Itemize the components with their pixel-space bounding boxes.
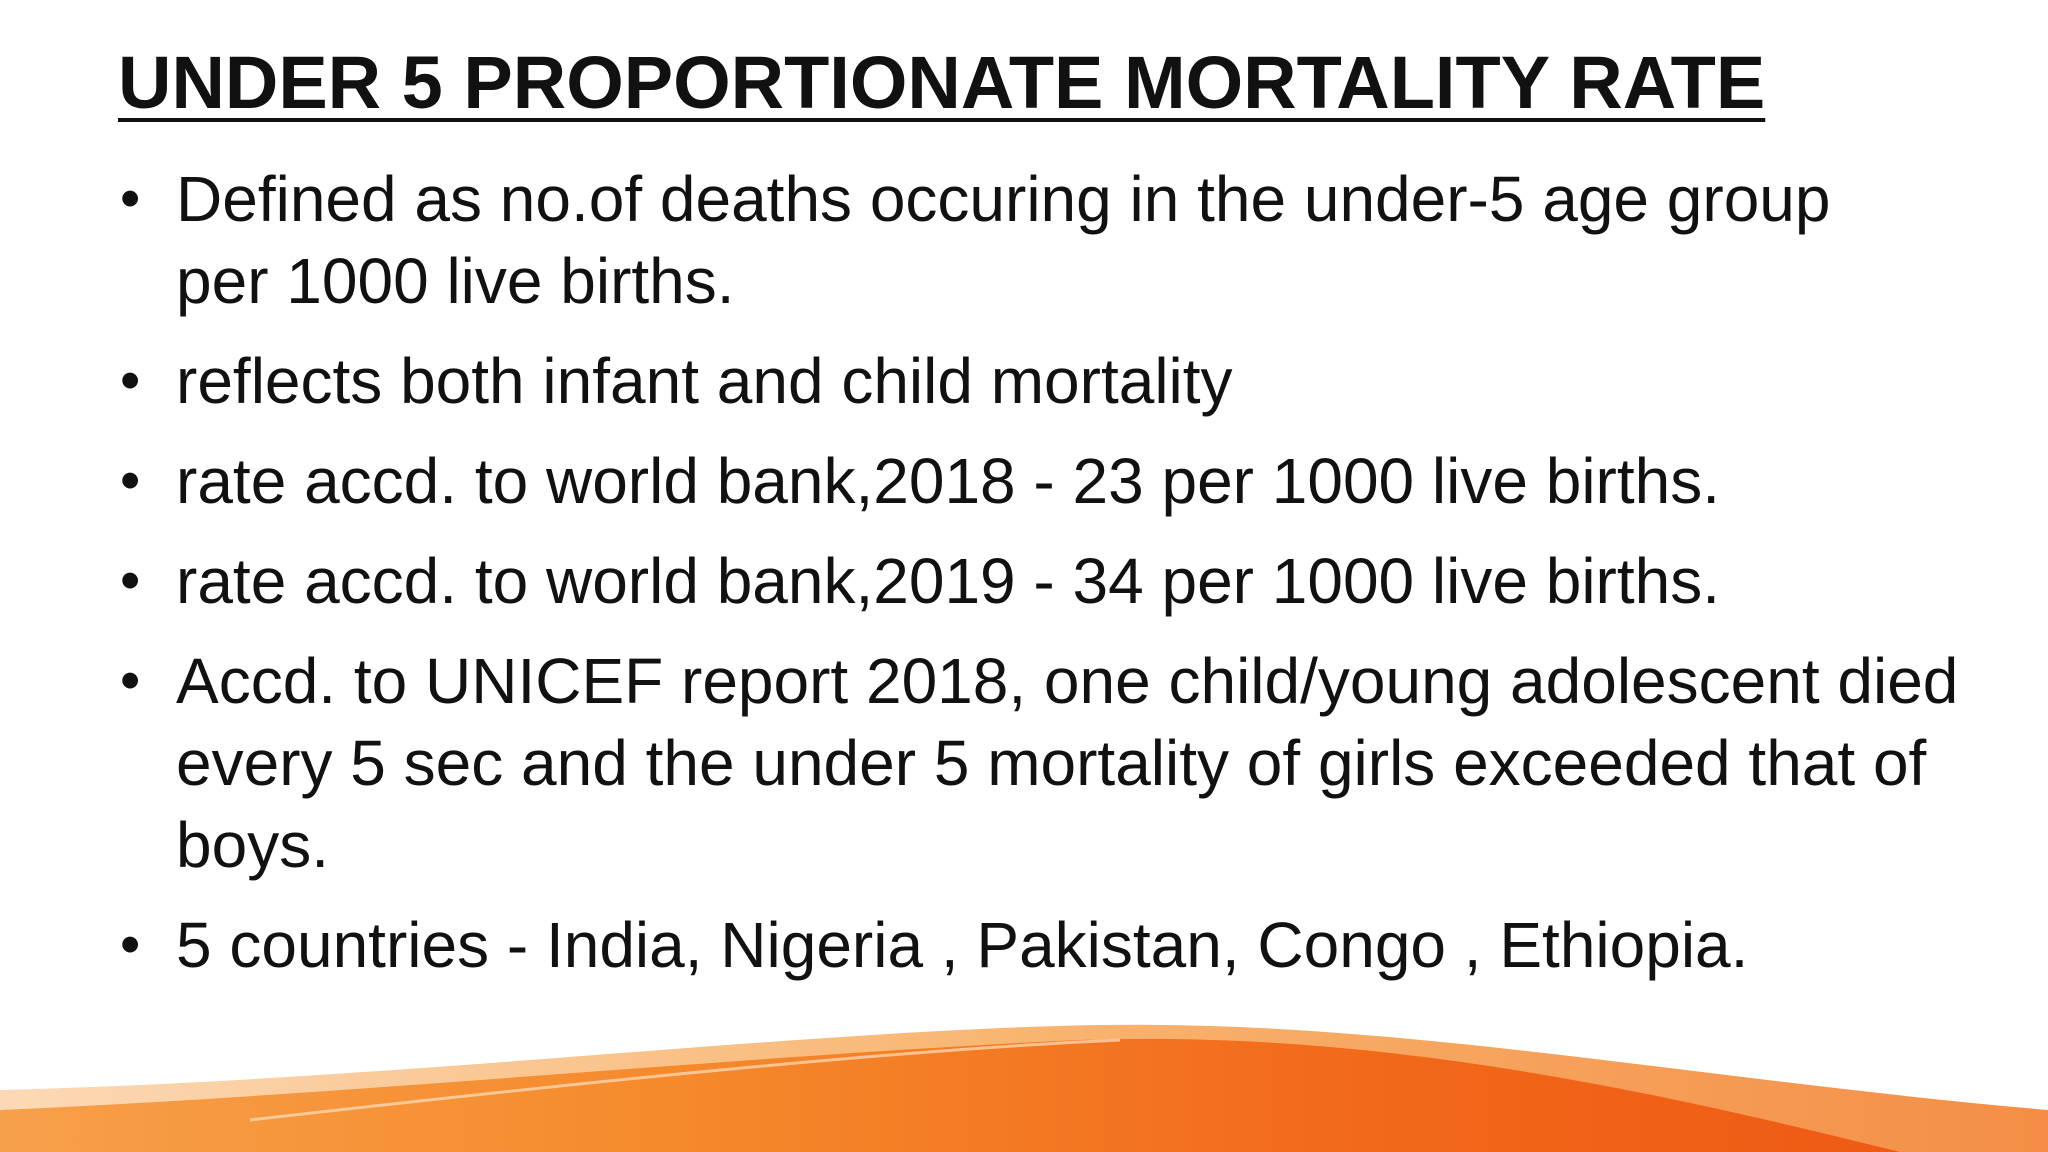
bullet-item-rate-2019 bbox=[118, 540, 1998, 622]
bullet-dot-icon: • bbox=[120, 648, 141, 713]
bullet-item-definition bbox=[118, 158, 1896, 322]
bullet-text: Defined as no.of deaths occuring in the under-5 age group per 1000 live births. bbox=[176, 163, 1831, 317]
bullet-dot-icon: • bbox=[120, 166, 141, 231]
bullet-dot-icon: • bbox=[120, 448, 141, 513]
slide-title: UNDER 5 PROPORTIONATE MORTALITY RATE bbox=[118, 41, 1766, 124]
bullet-item-unicef bbox=[118, 640, 2048, 886]
bullet-list bbox=[118, 158, 1998, 1004]
bullet-text: rate accd. to world bank,2019 - 34 per 1000 live births. bbox=[176, 545, 1720, 617]
bullet-item-rate-2018 bbox=[118, 440, 1998, 522]
bullet-dot-icon: • bbox=[120, 348, 141, 413]
bullet-text: 5 countries - India, Nigeria , Pakistan, Congo , Ethiopia. bbox=[176, 909, 1749, 981]
bullet-text: Accd. to UNICEF report 2018, one child/young adolescent died every 5 sec and the under 5 mortality of girls exceeded that of boys. bbox=[176, 645, 1959, 881]
bullet-text: reflects both infant and child mortality bbox=[176, 345, 1233, 417]
bullet-item-countries bbox=[118, 904, 1998, 986]
bullet-item-reflects bbox=[118, 340, 1998, 422]
wave-highlight bbox=[250, 1040, 1120, 1120]
wave-front bbox=[0, 1039, 1900, 1152]
bullet-dot-icon: • bbox=[120, 912, 141, 977]
bullet-dot-icon: • bbox=[120, 548, 141, 613]
wave-back bbox=[0, 1025, 2048, 1152]
bullet-text: rate accd. to world bank,2018 - 23 per 1000 live births. bbox=[176, 445, 1720, 517]
